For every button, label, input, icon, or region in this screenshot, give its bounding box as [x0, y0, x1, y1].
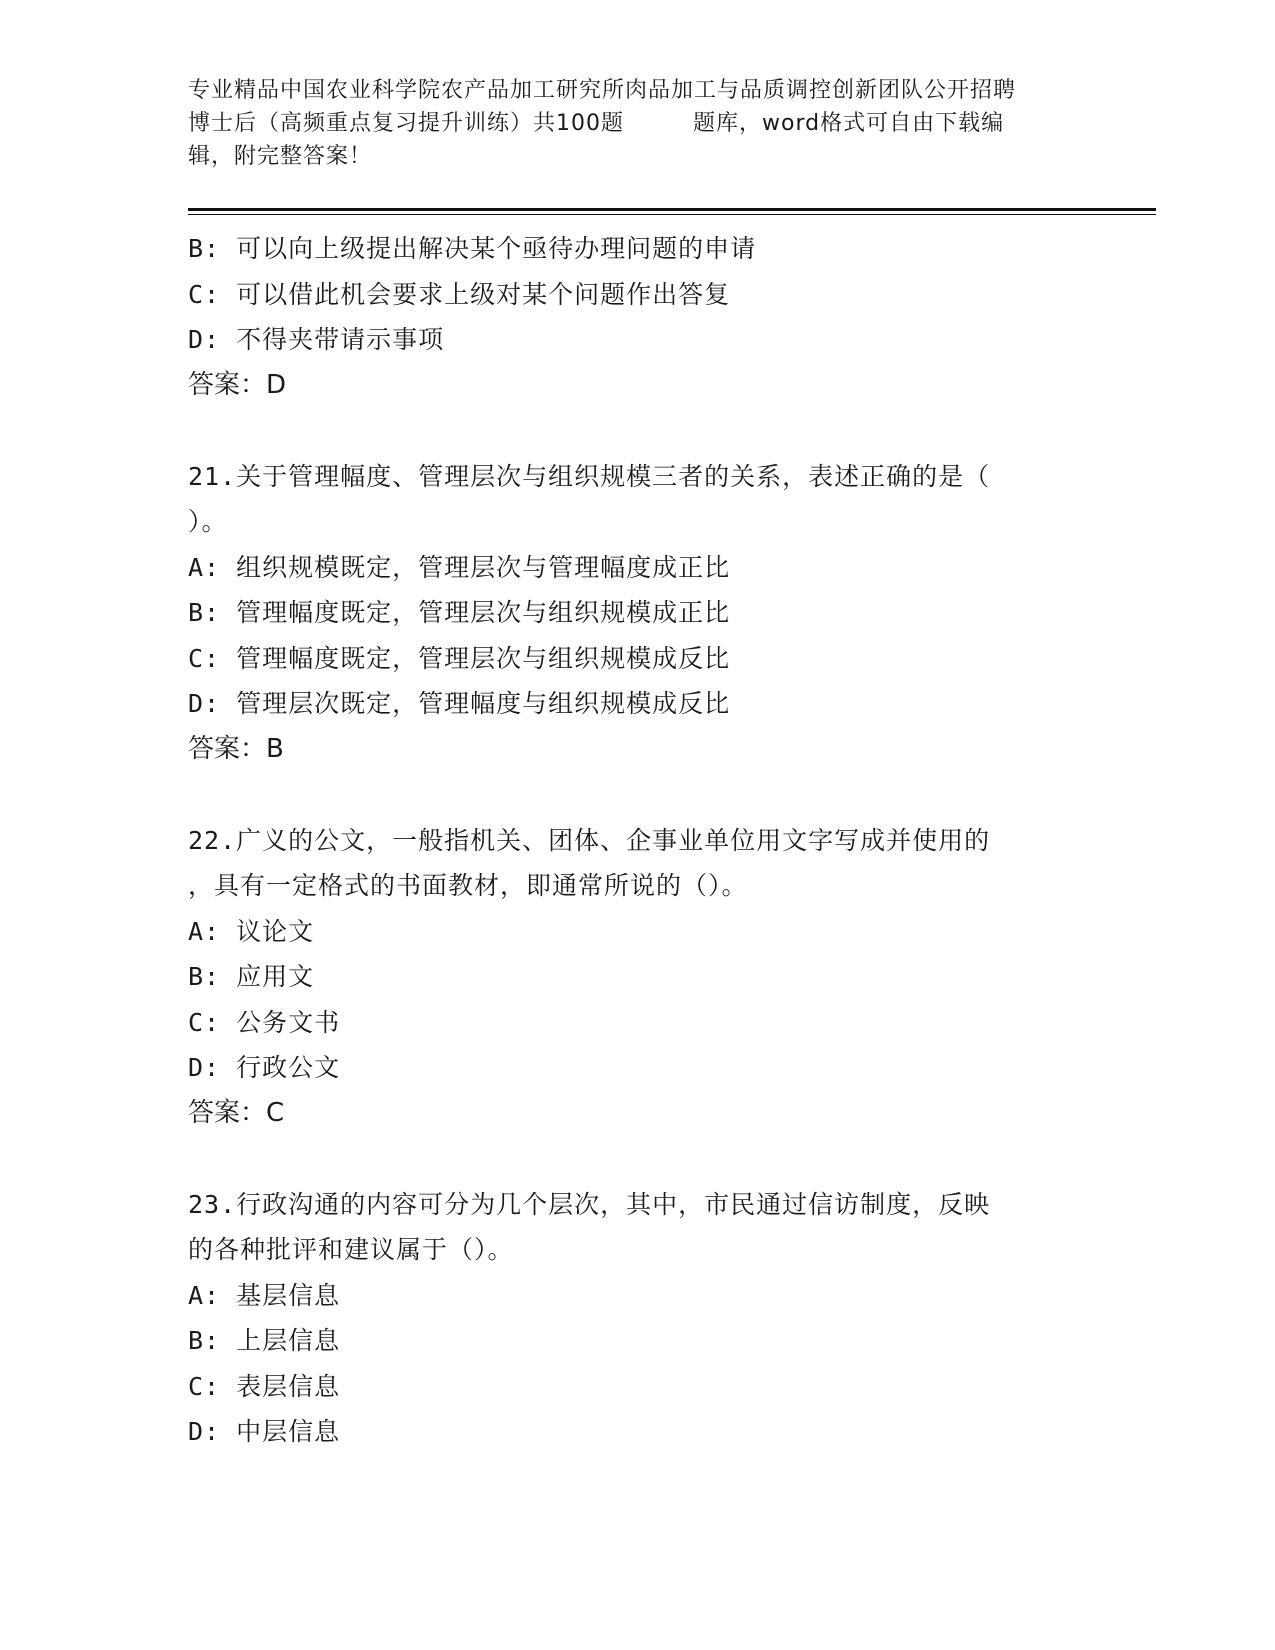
- option-a: A: 议论文: [188, 916, 315, 946]
- option-c: C: 公务文书: [188, 1007, 341, 1037]
- question-stem-cont: ）。: [188, 507, 228, 536]
- header-line-1: 专业精品中国农业科学院农产品加工研究所肉品加工与品质调控创新团队公开招聘: [188, 78, 1017, 103]
- header-line-2: 博士后（高频重点复习提升训练）共100题 题库，word格式可自由下载编: [188, 111, 1005, 136]
- option-d: D: 管理层次既定，管理幅度与组织规模成反比: [188, 689, 731, 718]
- header-divider-thick: [188, 208, 1156, 211]
- option-d: D: 中层信息: [188, 1417, 341, 1446]
- option-c: C: 管理幅度既定，管理层次与组织规模成反比: [188, 643, 731, 673]
- question-20-continued: [188, 226, 1088, 408]
- option-a: A: 组织规模既定，管理层次与管理幅度成正比: [188, 552, 731, 582]
- spacer: [188, 772, 1088, 818]
- question-list: [188, 226, 1088, 1455]
- answer: 答案：D: [188, 369, 287, 400]
- question-stem: 21.关于管理幅度、管理层次与组织规模三者的关系，表述正确的是（: [188, 461, 991, 491]
- answer: 答案：B: [188, 733, 284, 764]
- answer: 答案：C: [188, 1097, 285, 1128]
- option-d: D: 不得夹带请示事项: [188, 325, 445, 354]
- header-line-3: 辑，附完整答案！: [188, 144, 373, 169]
- option-b: B: 上层信息: [188, 1326, 341, 1355]
- option-d: D: 行政公文: [188, 1053, 341, 1082]
- document-header: [188, 74, 1088, 173]
- question-21: [188, 454, 1088, 773]
- question-23: [188, 1182, 1088, 1455]
- option-a: A: 基层信息: [188, 1280, 341, 1310]
- question-stem: 22.广义的公文，一般指机关、团体、企事业单位用文字写成并使用的: [188, 825, 991, 855]
- question-stem: 23.行政沟通的内容可分为几个层次，其中，市民通过信访制度，反映: [188, 1189, 991, 1219]
- option-c: C: 可以借此机会要求上级对某个问题作出答复: [188, 279, 731, 309]
- option-b: B: 应用文: [188, 962, 315, 991]
- question-stem-cont: ，具有一定格式的书面教材，即通常所说的（）。: [188, 871, 748, 900]
- spacer: [188, 1136, 1088, 1182]
- header-divider-thin: [188, 214, 1156, 215]
- option-b: B: 管理幅度既定，管理层次与组织规模成正比: [188, 598, 731, 627]
- question-stem-cont: 的各种批评和建议属于（）。: [188, 1235, 514, 1264]
- question-22: [188, 818, 1088, 1137]
- option-b: B: 可以向上级提出解决某个亟待办理问题的申请: [188, 234, 757, 263]
- option-c: C: 表层信息: [188, 1371, 341, 1401]
- spacer: [188, 408, 1088, 454]
